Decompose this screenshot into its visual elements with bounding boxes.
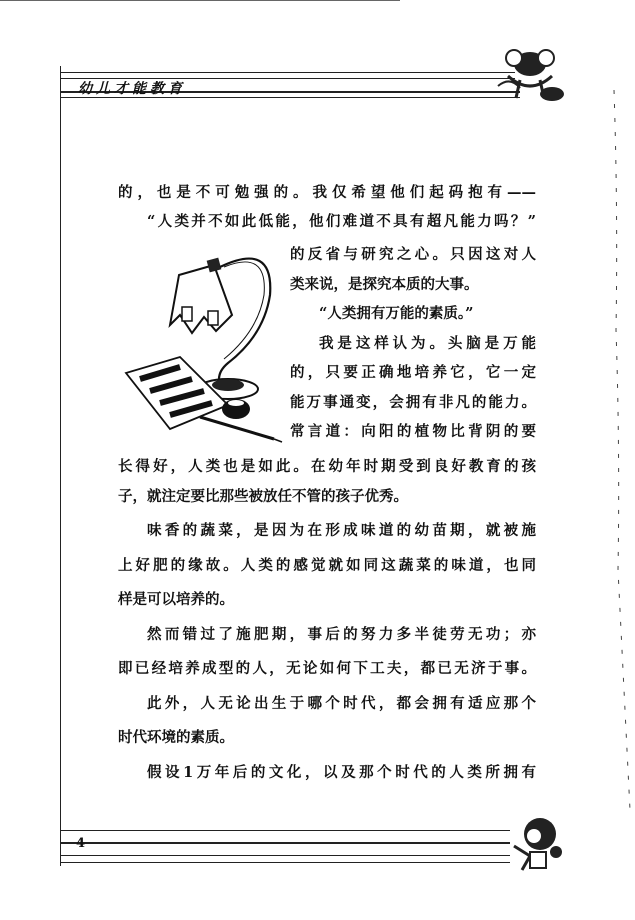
top-scan-line — [0, 0, 400, 1]
body-line-9: 常言道：向阳的植物比背阴的要 — [290, 423, 536, 440]
body-line-17: 此外，人无论出生于哪个时代，都会拥有适应那个 — [147, 694, 536, 712]
left-border — [60, 66, 61, 866]
body-line-4: 类来说，是探究本质的大事。 — [290, 275, 479, 293]
footer-rule-top — [60, 830, 510, 831]
footer-rule-middle — [60, 842, 510, 844]
body-line-7: 的，只要正确地培养它，它一定 — [290, 364, 536, 381]
body-line-12: 味香的蔬菜，是因为在形成味道的幼苗期，就被施 — [147, 522, 536, 539]
page-number: 4 — [76, 836, 86, 851]
header-rule-top — [60, 72, 515, 73]
footer-rule-base — [60, 862, 510, 863]
body-line-8: 能万事通变，会拥有非凡的能力。 — [290, 393, 536, 411]
footer-ornament-illustration — [500, 812, 568, 874]
header-ornament-illustration — [490, 36, 570, 106]
body-wrapped-block — [290, 240, 536, 447]
body-line-18: 时代环境的素质。 — [118, 729, 234, 746]
body-line-11: 子，就注定要比那些被放任不管的孩子优秀。 — [118, 487, 408, 505]
desk-lamp-illustration — [124, 245, 284, 445]
running-header-title: 幼儿才能教育 — [78, 81, 186, 97]
body-line-15: 然而错过了施肥期，事后的努力多半徒劳无功；亦 — [147, 625, 536, 643]
scan-edge-artifact — [608, 90, 635, 810]
body-line-2: “人类并不如此低能，他们难道不具有超凡能力吗？” — [147, 213, 536, 230]
body-line-10: 长得好，人类也是如此。在幼年时期受到良好教育的孩 — [118, 458, 536, 475]
body-line-14: 样是可以培养的。 — [118, 591, 234, 608]
body-line-3: 的反省与研究之心。只因这对人 — [290, 246, 536, 263]
body-line-13: 上好肥的缘故。人类的感觉就如同这蔬菜的味道，也同 — [118, 556, 536, 574]
body-line-16: 即已经培养成型的人，无论如何下工夫，都已无济于事。 — [118, 660, 536, 677]
footer-rule-bottom — [60, 855, 510, 856]
body-line-5: “人类拥有万能的素质。” — [319, 305, 474, 322]
body-full-block — [118, 452, 536, 787]
body-line-1: 的，也是不可勉强的。我仅希望他们起码抱有—— — [118, 184, 536, 201]
body-line-19: 假设1万年后的文化，以及那个时代的人类所拥有 — [147, 763, 536, 781]
body-line-6: 我是这样认为。头脑是万能 — [319, 334, 536, 352]
